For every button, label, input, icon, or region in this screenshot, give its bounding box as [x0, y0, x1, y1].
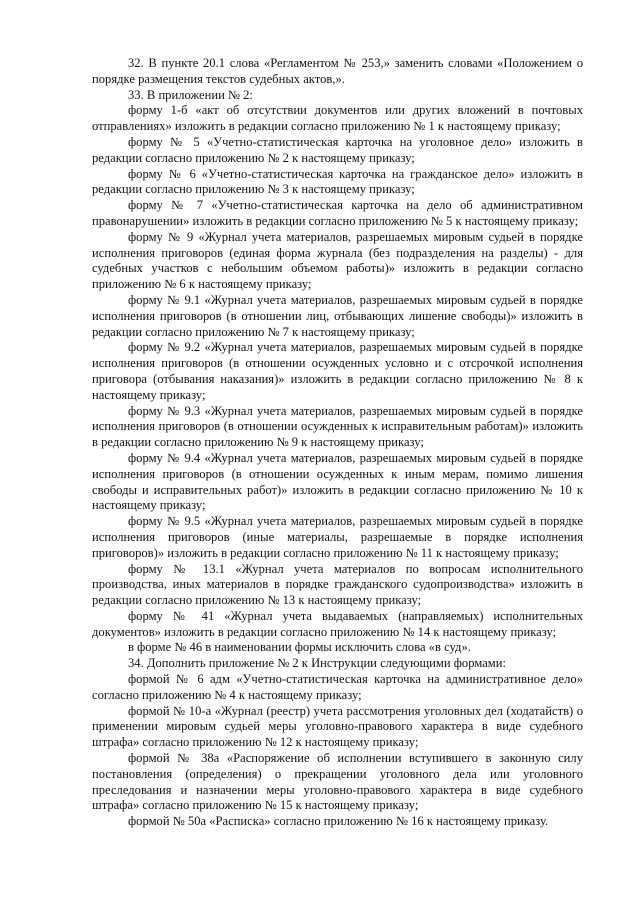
paragraph-32: 32. В пункте 20.1 слова «Регламентом № 253,» заменить словами «Положением о порядке размещения текстов судебных актов,».: [92, 56, 583, 86]
document-body: [92, 56, 583, 830]
paragraph-form-6-adm: формой № 6 адм «Учетно-статистическая карточка на административное дело» согласно приложению № 4 к настоящему приказу;: [92, 672, 583, 702]
paragraph-form-46: в форме № 46 в наименовании формы исключить слова «в суд».: [128, 640, 471, 655]
paragraph-form-10a: формой № 10-а «Журнал (реестр) учета рассмотрения уголовных дел (ходатайств) о применении мировым судьей меры уголовно-правового характера в виде судебного штрафа» согласно приложению № 12 к настоящему приказу;: [92, 703, 583, 750]
paragraph-33-heading: 33. В приложении № 2:: [128, 87, 253, 102]
paragraph-34-heading: 34. Дополнить приложение № 2 к Инструкции следующими формами:: [128, 656, 507, 671]
paragraph-form-9: форму № 9 «Журнал учета материалов, разрешаемых мировым судьей в порядке исполнения приговоров (единая форма журнала (без подразделения на разделы) - для судебных участков с небольшим объемом работы)» изложить в редакции согласно приложению № 6 к настоящему приказу;: [92, 229, 583, 292]
paragraph-form-5: форму № 5 «Учетно-статистическая карточка на уголовное дело» изложить в редакции согласно приложению № 2 к настоящему приказу;: [92, 134, 583, 165]
paragraph-form-13-1: форму № 13.1 «Журнал учета материалов по вопросам исполнительного производства, иных материалов в порядке гражданского судопроизводства» изложить в редакции согласно приложению № 13 к настоящему приказу;: [92, 561, 583, 608]
paragraph-form-1b: форму 1-б «акт об отсутствии документов или других вложений в почтовых отправлениях» изложить в редакции согласно приложению № 1 к настоящему приказу;: [92, 103, 583, 134]
paragraph-form-6: форму № 6 «Учетно-статистическая карточка на гражданское дело» изложить в редакции согласно приложению № 3 к настоящему приказу;: [92, 166, 583, 197]
paragraph-form-9-1: форму № 9.1 «Журнал учета материалов, разрешаемых мировым судьей в порядке исполнения приговоров (в отношении лиц, отбывающих лишение свободы)» изложить в редакции согласно приложению № 7 к настоящему приказу;: [92, 292, 583, 339]
paragraph-form-38a: формой № 38а «Распоряжение об исполнении вступившего в законную силу постановления (определения) о прекращении уголовного дела или уголовного преследования и назначении меры уголовно-правового характера в виде судебного штрафа» согласно приложению № 15 к настоящему приказу;: [92, 751, 583, 813]
paragraph-form-50a: формой № 50а «Расписка» согласно приложению № 16 к настоящему приказу.: [128, 814, 549, 829]
paragraph-form-9-3: форму № 9.3 «Журнал учета материалов, разрешаемых мировым судьей в порядке исполнения приговоров (в отношении осужденных к исправительным работам)» изложить в редакции согласно приложению № 9 к настоящему приказу;: [92, 403, 583, 450]
paragraph-form-9-5: форму № 9.5 «Журнал учета материалов, разрешаемых мировым судьей в порядке исполнения приговоров (иные материалы, разрешаемые в порядке исполнения приговоров)» изложить в редакции согласно приложению № 11 к настоящему приказу;: [92, 514, 583, 560]
paragraph-form-41: форму № 41 «Журнал учета выдаваемых (направляемых) исполнительных документов» изложить в редакции согласно приложению № 14 к настоящему приказу;: [92, 608, 583, 639]
paragraph-form-9-2: форму № 9.2 «Журнал учета материалов, разрешаемых мировым судьей в порядке исполнения приговоров (в отношении осужденных условно и с отсрочкой исполнения приговора (отбывания наказания)» изложить в редакции согласно приложению № 8 к настоящему приказу;: [92, 340, 583, 402]
paragraph-form-9-4: форму № 9.4 «Журнал учета материалов, разрешаемых мировым судьей в порядке исполнения приговоров (в отношении осужденных к иным мерам, помимо лишения свободы и исправительных работ)» изложить в редакции согласно приложению № 10 к настоящему приказу;: [92, 450, 583, 513]
paragraph-form-7: форму № 7 «Учетно-статистическая карточка на дело об административном правонарушении» изложить в редакции согласно приложению № 5 к настоящему приказу;: [92, 198, 583, 228]
